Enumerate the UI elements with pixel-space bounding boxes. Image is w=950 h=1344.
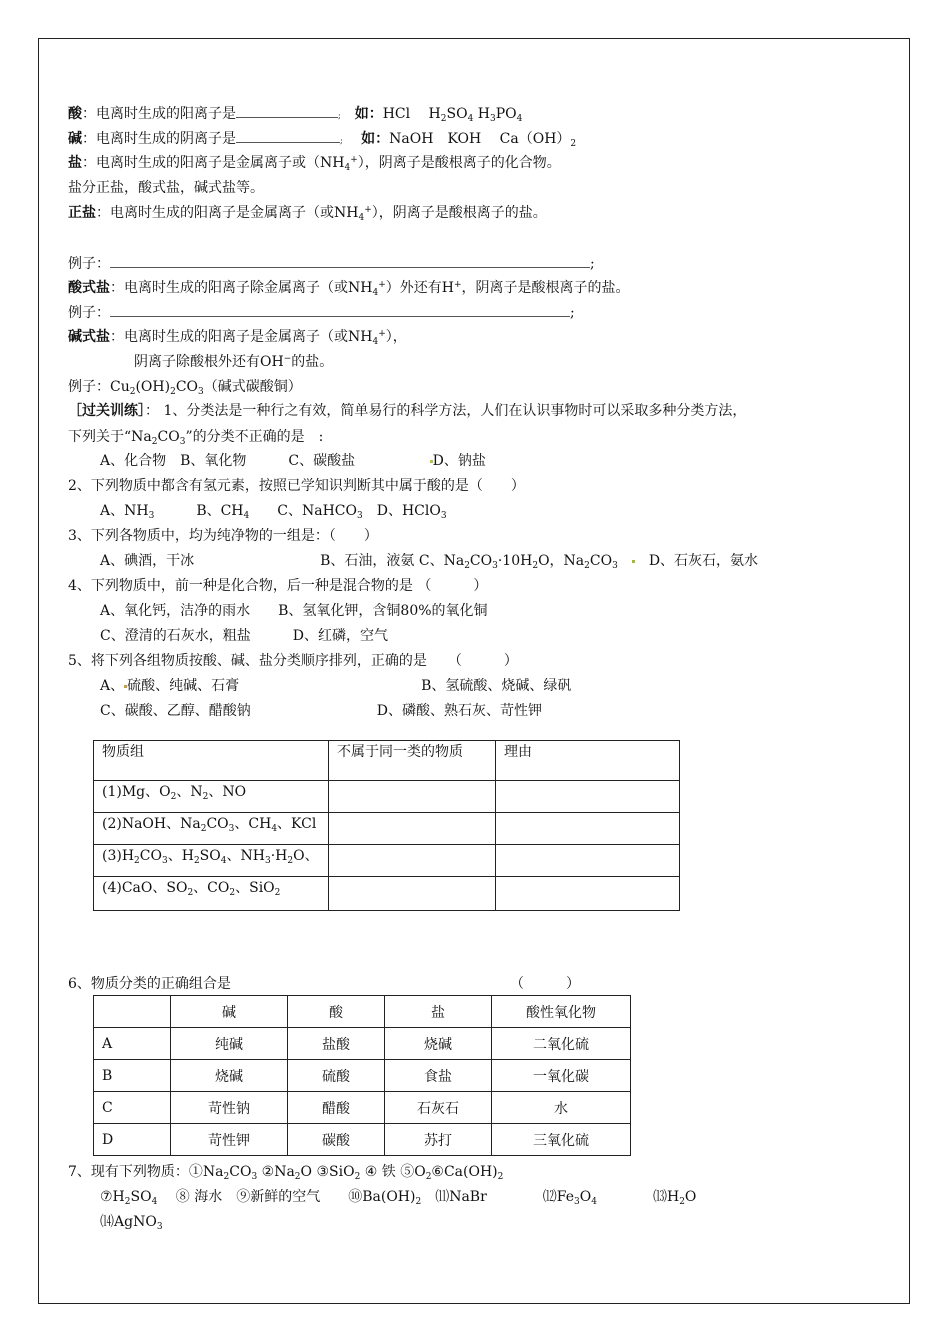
table2-header [94,996,171,1028]
q5-options-2: C、碳酸、乙醇、醋酸钠 D、磷酸、熟石灰、苛性钾 [100,703,542,719]
table-row: A 纯碱 盐酸 烧碱 二氧化硫 [94,1028,631,1060]
q6-table [93,995,631,1156]
q4-options-1: A、氧化钙，洁净的雨水 B、氢氧化钾，含铜80%的氧化铜 [100,603,488,619]
answer-cell[interactable] [329,845,496,877]
answer-cell[interactable] [329,813,496,845]
table2-header: 盐 [385,996,492,1028]
table1-header: 理由 [496,741,680,781]
q4-options-2: C、澄清的石灰水，粗盐 D、红磷，空气 [100,628,388,644]
q3-options: A、碘酒，干冰 B、石油，液氨 C、$Na_2CO_3\cdot 10H_2O$，$Na_2CO_3$ D、石灰石，氨水 [100,553,759,571]
q7-question: 7、现有下列物质：$①Na_2CO_3$ $②Na_2O$ ③SiO$_2$ ④ 铁 $⑤O_2⑥Ca(OH)_2$ [68,1164,504,1182]
table-row [94,781,680,813]
table1-cell: (4)CaO、$SO_2$、$CO_2$、SiO$_2$ [94,877,329,911]
q1-options: A、化合物 B、氧化物 C、碳酸盐 D、钠盐 [100,453,486,469]
table2-header: 碱 [171,996,288,1028]
classification-table [93,740,680,911]
q7-line-2: $⑦H_2SO_4$ ⑧ 海水 ⑨新鲜的空气 $⑩Ba(OH)_2$ ⑾NaBr $⑿Fe_3O_4$ $⒀H_2O$ [100,1189,697,1207]
salt-kinds-line: 盐分正盐，酸式盐，碱式盐等。 [68,180,264,196]
training-q1: ［过关训练］： 1、分类法是一种行之有效，简单易行的科学方法，人们在认识事物时可以采取多种分类方法， [68,403,747,419]
q5-options-1: A、 硫酸、纯碱、石膏 B、氢硫酸、烧碱、绿矾 [100,678,572,694]
answer-cell[interactable] [329,781,496,813]
q2-options: A、$NH_3$ B、$CH_4$ C、NaHCO$_3$ D、HClO$_3$ [100,503,447,521]
answer-cell[interactable] [496,781,680,813]
table-row: C 苛性钠 醋酸 石灰石 水 [94,1092,631,1124]
base-def-line: 碱：电离时生成的阴离子是 ; 如：NaOH KOH $Ca(OH)_2$ [68,128,576,151]
q2-question: 2、下列物质中都含有氢元素，按照已学知识判断其中属于酸的是（ ） [68,478,525,494]
answer-cell[interactable] [496,877,680,911]
table1-cell: (1)Mg、$O_2$、$N_2$、NO [94,781,329,813]
training-q1-cont: 下列关于“$Na_2CO_3$”的分类不正确的是 : [68,429,324,447]
table1-cell: (2)NaOH、$Na_2CO_3$、$CH_4$、KCl [94,813,329,845]
table-row: D 苛性钾 碳酸 苏打 三氧化硫 [94,1124,631,1156]
q5-question: 5、将下列各组物质按酸、碱、盐分类顺序排列，正确的是 （ ） [68,653,518,669]
q7-line-3: ⒁AgNO$_3$ [100,1214,163,1232]
table2-header: 酸 [288,996,385,1028]
answer-cell[interactable] [496,845,680,877]
table1-cell: $(3)H_2CO_3$、$H_2SO_4$、$NH_3\cdot H_2O$、 [94,845,329,877]
table2-header: 酸性氧化物 [492,996,631,1028]
salt-def-line: 盐：电离时生成的阳离子是金属离子或$(NH_4^+)$，阴离子是酸根离子的化合物。 [68,155,561,173]
basic-salt-example: 例子：$Cu_2(OH)_2CO_3$（碱式碳酸铜） [68,379,302,397]
q4-question: 4、下列物质中，前一种是化合物，后一种是混合物的是 （ ） [68,578,488,594]
q6-question: 6、物质分类的正确组合是 （ ） [68,976,580,992]
table1-header: 物质组 [94,741,329,781]
basic-salt-line-2: 阴离子除酸根外还有OH−的盐。 [134,354,334,370]
example-line-2: 例子： ; [68,302,575,323]
table-row [94,845,680,877]
table-row: B 烧碱 硫酸 食盐 一氧化碳 [94,1060,631,1092]
answer-cell[interactable] [496,813,680,845]
table-row [94,877,680,911]
acid-salt-line: 酸式盐：电离时生成的阳离子除金属离子（或$NH_4^+$）外还有H+，阴离子是酸根离子的盐。 [68,280,630,298]
q3-question: 3、下列各物质中，均为纯净物的一组是：（ ） [68,528,378,544]
answer-cell[interactable] [329,877,496,911]
normal-salt-line: 正盐：电离时生成的阳离子是金属离子（或$NH_4^+$），阴离子是酸根离子的盐。 [68,205,547,223]
table-row [94,813,680,845]
example-line-1: 例子： ; [68,253,595,274]
table1-header: 不属于同一类的物质 [329,741,496,781]
basic-salt-line: 碱式盐：电离时生成的阳离子是金属离子（或$NH_4^+$）， [68,329,407,347]
acid-def-line: 酸：电离时生成的阳离子是 ; 如：HCl $H_2SO_4$ $H_3PO_4$ [68,103,522,126]
